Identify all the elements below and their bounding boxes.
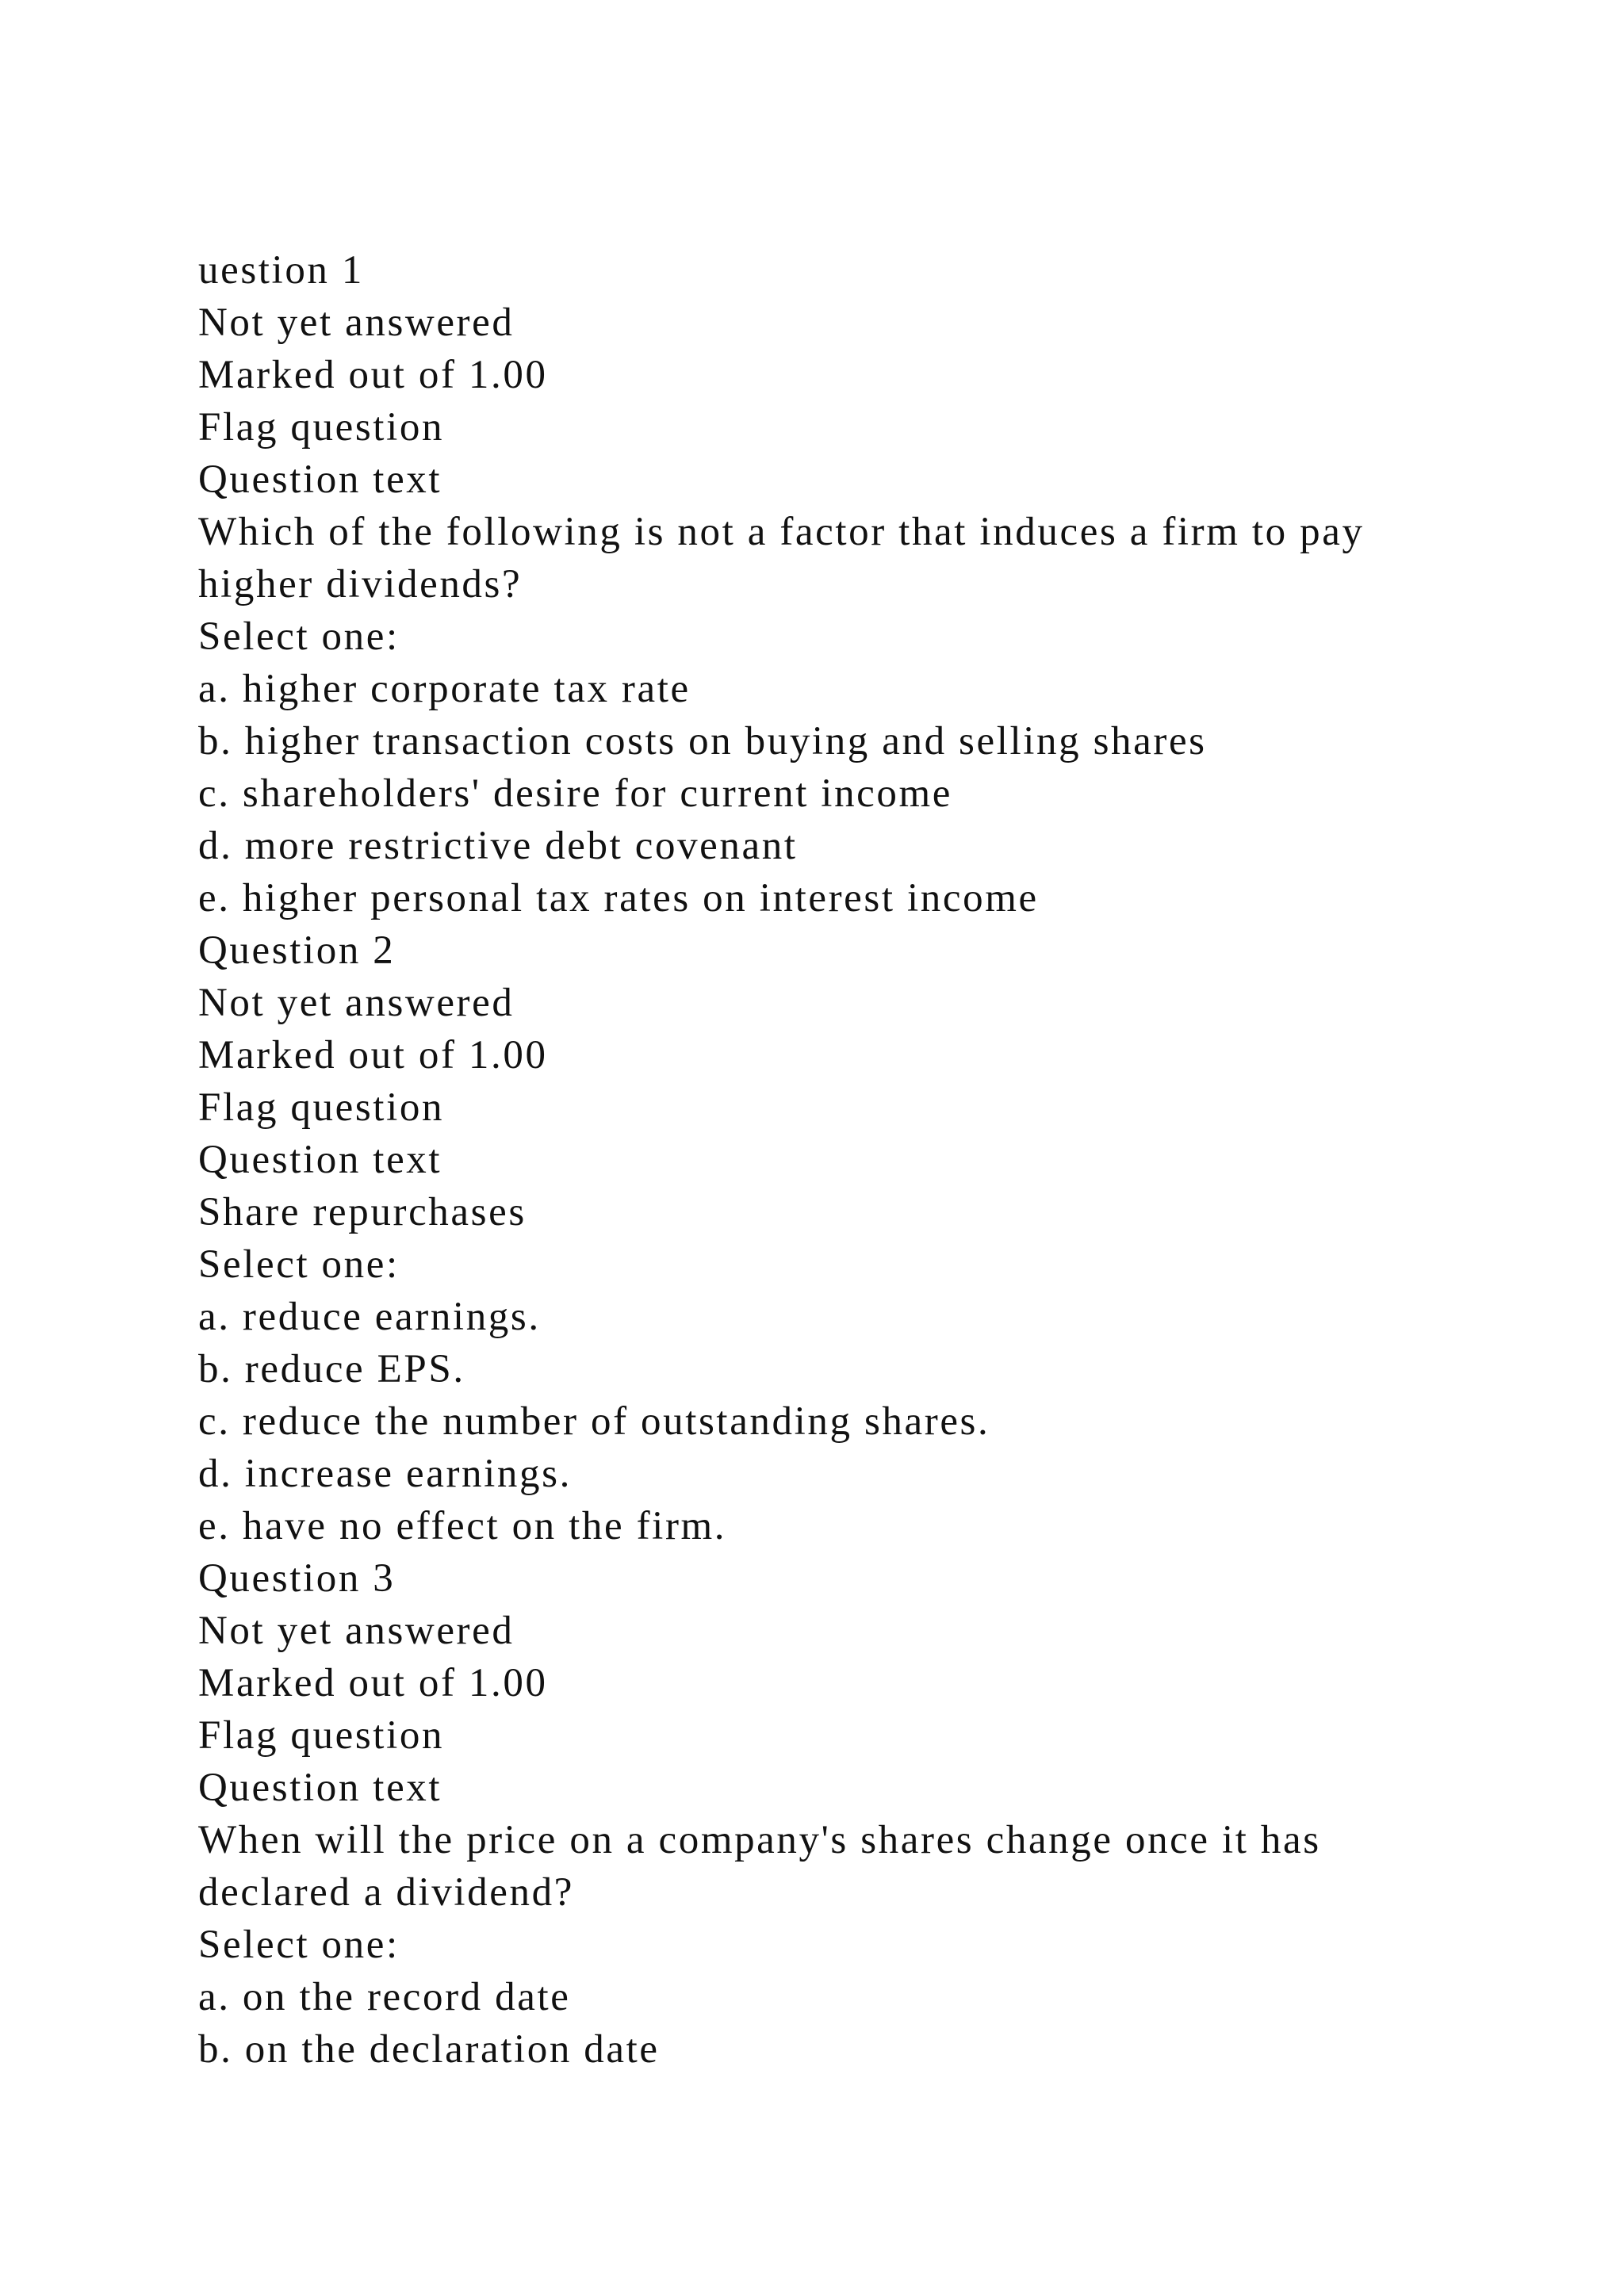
question-3-select-prompt: Select one: — [198, 1923, 400, 1967]
question-1-text-heading: Question text — [198, 457, 442, 502]
question-2-option-b: b. reduce EPS. — [198, 1347, 465, 1391]
question-2-number: Question 2 — [198, 928, 396, 973]
question-3-marks: Marked out of 1.00 — [198, 1661, 548, 1705]
question-1-flag: Flag question — [198, 405, 445, 450]
question-1-select-prompt: Select one: — [198, 614, 400, 659]
question-1-option-b: b. higher transaction costs on buying and selling shares — [198, 719, 1207, 763]
question-2-text-line-1: Share repurchases — [198, 1190, 527, 1234]
question-3-text-line-1: When will the price on a company's shares change once it has — [198, 1818, 1321, 1862]
question-1-text-line-2: higher dividends? — [198, 562, 523, 607]
question-1-status: Not yet answered — [198, 300, 515, 345]
question-1-option-e: e. higher personal tax rates on interest income — [198, 876, 1039, 920]
question-1-option-d: d. more restrictive debt covenant — [198, 824, 798, 868]
question-3-flag: Flag question — [198, 1713, 445, 1758]
question-2-marks: Marked out of 1.00 — [198, 1033, 548, 1077]
question-1-marks: Marked out of 1.00 — [198, 353, 548, 397]
question-1-text-line-1: Which of the following is not a factor that induces a firm to pay — [198, 510, 1365, 554]
question-2-flag: Flag question — [198, 1085, 445, 1130]
document-page — [198, 244, 1499, 2076]
question-3-number: Question 3 — [198, 1556, 396, 1601]
question-1-option-c: c. shareholders' desire for current income — [198, 771, 953, 816]
question-2-option-c: c. reduce the number of outstanding shares. — [198, 1399, 990, 1444]
question-1-option-a: a. higher corporate tax rate — [198, 667, 691, 711]
question-2-text-heading: Question text — [198, 1138, 442, 1182]
question-2-status: Not yet answered — [198, 981, 515, 1025]
question-1-number: uestion 1 — [198, 248, 364, 293]
question-3-status: Not yet answered — [198, 1609, 515, 1653]
question-2-option-e: e. have no effect on the firm. — [198, 1504, 727, 1548]
question-3-option-a: a. on the record date — [198, 1975, 571, 2019]
question-2-option-d: d. increase earnings. — [198, 1452, 572, 1496]
question-3-text-heading: Question text — [198, 1766, 442, 1810]
question-2-option-a: a. reduce earnings. — [198, 1295, 541, 1339]
question-2-select-prompt: Select one: — [198, 1242, 400, 1287]
question-3-option-b: b. on the declaration date — [198, 2027, 660, 2072]
question-3-text-line-2: declared a dividend? — [198, 1870, 574, 1915]
